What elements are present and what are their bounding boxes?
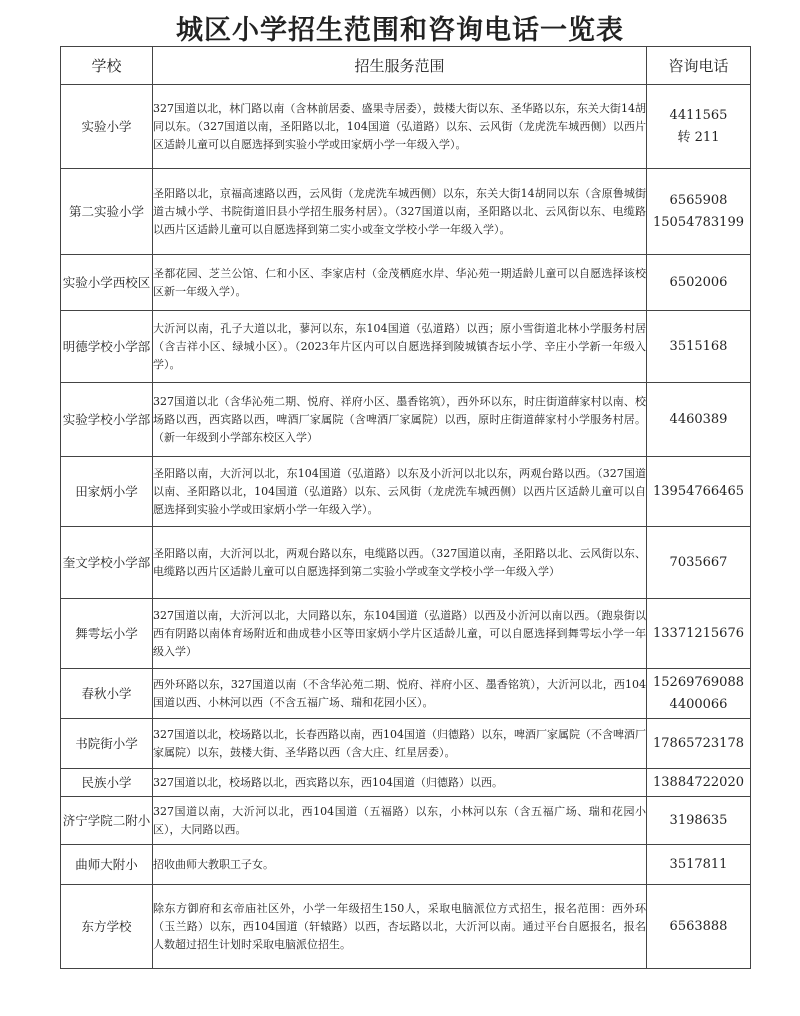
phone-number: 7035667 (669, 554, 728, 570)
table-row (61, 797, 751, 845)
phone-cell (647, 845, 751, 885)
school-name: 奎文学校小学部 (61, 527, 153, 599)
table-row (61, 669, 751, 719)
scope-text: 327国道以北（含华沁苑二期、悦府、祥府小区、墨香铭筑），西外环以东，时庄街道薛家村以南、校场路以西，西宾路以西，啤酒厂家属院（含啤酒厂家属院）以西，原时庄街道薛家村小学服务村居。（新一年级到小学部东校区入学） (153, 383, 647, 457)
school-name: 曲师大附小 (61, 845, 153, 885)
school-name: 实验学校小学部 (61, 383, 153, 457)
school-name: 春秋小学 (61, 669, 153, 719)
phone-number: 13884722020 (653, 774, 744, 790)
header-row (61, 47, 751, 85)
page-title: 城区小学招生范围和咨询电话一览表 (176, 15, 624, 46)
header-scope: 招生服务范围 (153, 47, 647, 85)
phone-number: 17865723178 (653, 735, 744, 751)
phone-cell (647, 457, 751, 527)
school-name: 明德学校小学部 (61, 311, 153, 383)
scope-text: 圣阳路以北，京福高速路以西，云风街（龙虎洗车城西侧）以东，东关大街14胡同以东（含原鲁城街道古城小学、书院街道旧县小学招生服务村居）。（327国道以南，圣阳路以北、云风街以东、电缆路以西片区适龄儿童可以自愿选择到第二实小或奎文学校小学一年级入学）。 (153, 169, 647, 255)
phone-cell (647, 669, 751, 719)
phone-number: 13371215676 (653, 625, 744, 641)
table-row (61, 719, 751, 769)
scope-text: 圣阳路以南，大沂河以北，东104国道（弘道路）以东及小沂河以北以东，两观台路以西。（327国道以南、圣阳路以北，104国道（弘道路）以东、云风街（龙虎洗车城西侧）以西片区适龄儿童可以自愿选择到实验小学或田家炳小学一年级入学）。 (153, 457, 647, 527)
header-school: 学校 (61, 47, 153, 85)
scope-text: 圣都花园、芝兰公馆、仁和小区、李家店村（金茂栖庭水岸、华沁苑一期适龄儿童可以自愿选择该校区新一年级入学）。 (153, 255, 647, 311)
table-row (61, 885, 751, 969)
table-row (61, 169, 751, 255)
phone-number: 3515168 (669, 338, 728, 354)
phone-cell (647, 311, 751, 383)
phone-number: 4411565 (669, 107, 728, 123)
school-name: 舞雩坛小学 (61, 599, 153, 669)
school-name: 民族小学 (61, 769, 153, 797)
phone-cell (647, 599, 751, 669)
school-name: 田家炳小学 (61, 457, 153, 527)
phone-number: 3198635 (669, 812, 728, 828)
table-row (61, 85, 751, 169)
phone-number: 3517811 (669, 856, 728, 872)
phone-cell (647, 169, 751, 255)
phone-number: 4400066 (669, 696, 728, 712)
scope-text: 圣阳路以南，大沂河以北，两观台路以东，电缆路以西。（327国道以南，圣阳路以北、云风街以东、电缆路以西片区适龄儿童可以自愿选择到第二实验小学或奎文学校小学一年级入学） (153, 527, 647, 599)
scope-text: 327国道以北，校场路以北，西宾路以东，西104国道（归德路）以西。 (153, 769, 647, 797)
scope-text: 除东方御府和玄帝庙社区外，小学一年级招生150人，采取电脑派位方式招生，报名范围：西外环（玉兰路）以东，西104国道（轩辕路）以西，杏坛路以北，大沂河以南。通过平台自愿报名，报名人数超过招生计划时采取电脑派位招生。 (153, 885, 647, 969)
phone-cell (647, 719, 751, 769)
school-name: 实验小学 (61, 85, 153, 169)
phone-number: 6563888 (669, 918, 728, 934)
table-row (61, 383, 751, 457)
scope-text: 327国道以南，大沂河以北，西104国道（五福路）以东，小林河以东（含五福广场、瑞和花园小区），大同路以西。 (153, 797, 647, 845)
phone-cell (647, 769, 751, 797)
phone-cell (647, 527, 751, 599)
scope-text: 327国道以南，大沂河以北，大同路以东，东104国道（弘道路）以西及小沂河以南以西。（跑泉街以西有阴路以南体育场附近和曲成巷小区等田家炳小学片区适龄儿童，可以自愿选择到舞雩坛小学一年级入学） (153, 599, 647, 669)
phone-cell (647, 797, 751, 845)
phone-extension: 转 211 (677, 129, 720, 145)
scope-text: 西外环路以东，327国道以南（不含华沁苑二期、悦府、祥府小区、墨香铭筑），大沂河以北，西104国道以西、小林河以西（不含五福广场、瑞和花园小区）。 (153, 669, 647, 719)
school-name: 东方学校 (61, 885, 153, 969)
school-name: 书院街小学 (61, 719, 153, 769)
school-name: 济宁学院二附小 (61, 797, 153, 845)
phone-number: 13954766465 (653, 483, 744, 499)
table-row (61, 845, 751, 885)
table-row (61, 599, 751, 669)
table-row (61, 457, 751, 527)
table-row (61, 527, 751, 599)
scope-text: 大沂河以南，孔子大道以北，蓼河以东，东104国道（弘道路）以西；原小雪街道北林小学服务村居（含吉祥小区、绿城小区）。（2023年片区内可以自愿选择到陵城镇杏坛小学、辛庄小学新一年级入学）。 (153, 311, 647, 383)
school-name: 实验小学西校区 (61, 255, 153, 311)
phone-cell (647, 885, 751, 969)
school-name: 第二实验小学 (61, 169, 153, 255)
scope-text: 327国道以北，校场路以北，长春西路以南，西104国道（归德路）以东，啤酒厂家属院（不含啤酒厂家属院）以东，鼓楼大街、圣华路以西（含大庄、红星居委）。 (153, 719, 647, 769)
scope-text: 招收曲师大教职工子女。 (153, 845, 647, 885)
table-row (61, 769, 751, 797)
enrollment-table (60, 46, 751, 969)
phone-cell (647, 255, 751, 311)
table-row (61, 255, 751, 311)
table-row (61, 311, 751, 383)
header-phone: 咨询电话 (647, 47, 751, 85)
phone-cell (647, 85, 751, 169)
phone-cell (647, 383, 751, 457)
scope-text: 327国道以北，林门路以南（含林前居委、盛果寺居委），鼓楼大街以东、圣华路以东，东关大街14胡同以东。（327国道以南，圣阳路以北，104国道（弘道路）以东、云风街（龙虎洗车城西侧）以西片区适龄儿童可以自愿选择到实验小学或田家炳小学一年级入学）。 (153, 85, 647, 169)
phone-number: 6565908 (669, 192, 728, 208)
phone-number: 4460389 (669, 411, 728, 427)
phone-number: 6502006 (669, 274, 728, 290)
phone-number: 15269769088 (653, 674, 744, 690)
phone-number: 15054783199 (653, 214, 744, 230)
